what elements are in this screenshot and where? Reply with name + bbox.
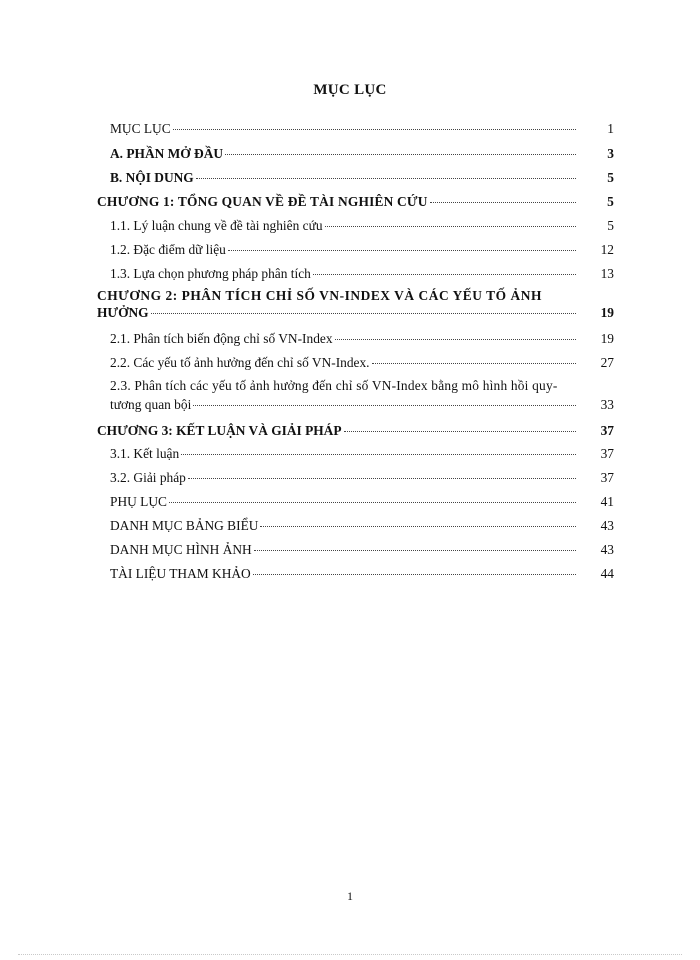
toc-entry-danh-muc-bang-bieu[interactable]: DANH MỤC BẢNG BIỂU 43 [110, 518, 614, 533]
toc-entry-muc-luc[interactable]: MỤC LỤC 1 [110, 121, 614, 136]
toc-entry-2-1[interactable]: 2.1. Phân tích biến động chỉ số VN-Index 19 [110, 331, 614, 346]
page-number: 1 [347, 889, 353, 903]
toc-entry-2-2[interactable]: 2.2. Các yếu tố ảnh hưởng đến chỉ số VN-Index. 27 [110, 355, 614, 370]
toc-title: MỤC LỤC [313, 82, 387, 98]
toc-entry-danh-muc-hinh-anh[interactable]: DANH MỤC HÌNH ẢNH 43 [110, 542, 614, 557]
toc-entry-1-1[interactable]: 1.1. Lý luận chung về đề tài nghiên cứu 5 [110, 218, 614, 233]
toc-entry-3-1[interactable]: 3.1. Kết luận 37 [110, 446, 614, 461]
toc-entry-phu-luc[interactable]: PHỤ LỤC 41 [110, 494, 614, 509]
toc-entry-3-2[interactable]: 3.2. Giải pháp 37 [110, 470, 614, 485]
toc-entry-phan-mo-dau[interactable]: A. PHẦN MỞ ĐẦU 3 [110, 146, 614, 161]
toc-entry-chuong-1[interactable]: CHƯƠNG 1: TỔNG QUAN VỀ ĐỀ TÀI NGHIÊN CỨU 5 [97, 194, 614, 209]
toc-entry-tai-lieu-tham-khao[interactable]: TÀI LIỆU THAM KHẢO 44 [110, 566, 614, 581]
toc-entry-chuong-3[interactable]: CHƯƠNG 3: KẾT LUẬN VÀ GIẢI PHÁP 37 [97, 423, 614, 438]
toc-entry-1-2[interactable]: 1.2. Đặc điểm dữ liệu 12 [110, 242, 614, 257]
toc-entry-noi-dung[interactable]: B. NỘI DUNG 5 [110, 170, 614, 185]
toc-entry-1-3[interactable]: 1.3. Lựa chọn phương pháp phân tích 13 [110, 266, 614, 281]
page-bottom-divider [18, 954, 682, 955]
document-page: MỤC LỤC MỤC LỤC 1 A. PHẦN MỞ ĐẦU 3 B. NỘI DUNG 5 CHƯƠNG 1: TỔNG QUAN VỀ ĐỀ TÀI NGHIÊN CỨU 5 1.1. Lý luận chung về đề tài nghiên cứu 5 1.2. Đặc điểm dữ liệu 12 1.3. Lựa chọn phương pháp phân tích 13 CHƯƠNG 2: PHÂN TÍCH CHỈ SỐ VN-INDEX VÀ CÁC YẾU TỐ ẢNH HƯỞNG 19 2.1. Phân tích biến động chỉ số VN-Index 19 2.2. Các yếu tố ảnh hưởng đến chỉ số VN-Index. 27 2.3. Phân tích các yếu tố ảnh hưởng đến chỉ số VN-Index bằng mô hình hồi quy- tương quan bội 33 CHƯƠNG 3: KẾT LUẬN VÀ GIẢI PHÁP 37 3.1. Kết luận 37 3.2. Giải pháp 37 PHỤ LỤC 41 DANH MỤC BẢNG BIỂU 43 DANH MỤC HÌNH ẢNH 43 TÀI LIỆU THAM KHẢO 44 1 [0, 0, 700, 960]
